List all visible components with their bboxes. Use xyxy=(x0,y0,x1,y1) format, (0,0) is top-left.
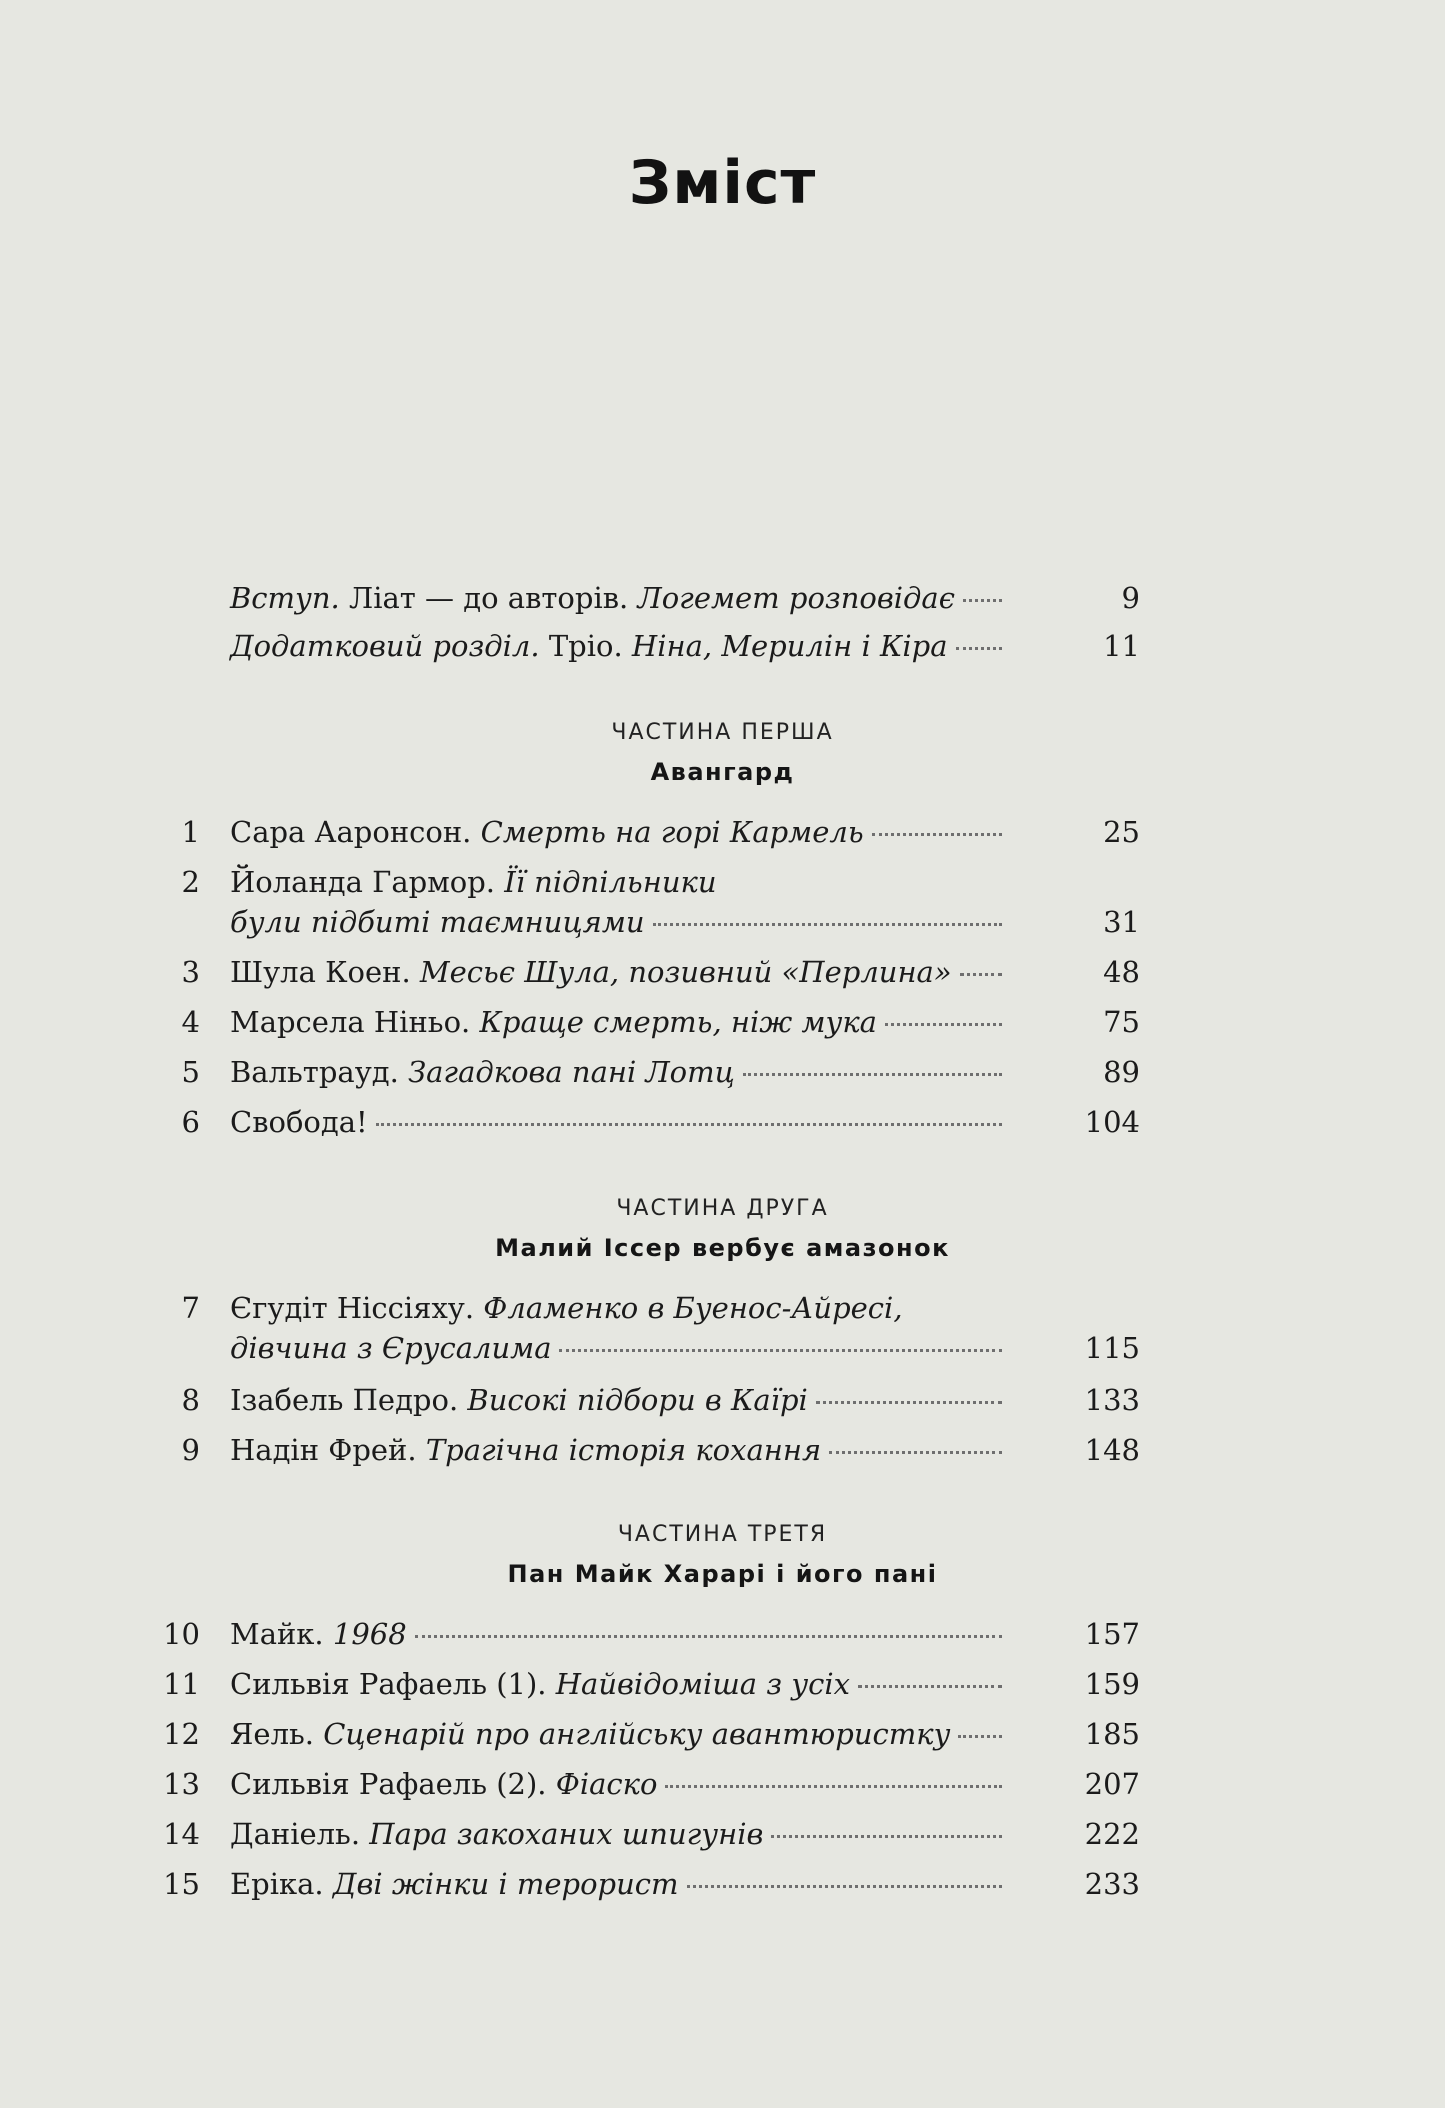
chapter-author: Шула Коен. xyxy=(230,955,411,989)
page-number: 207 xyxy=(1084,1767,1140,1801)
page-title: Зміст xyxy=(628,148,817,218)
entry-title xyxy=(230,1864,679,1904)
entry-line xyxy=(230,1002,1010,1042)
chapter-author: Сильвія Рафаель (1). xyxy=(230,1667,547,1701)
dot-leader xyxy=(858,1683,1002,1688)
entry-title xyxy=(230,1664,850,1704)
part-label: ЧАСТИНА ДРУГА xyxy=(616,1196,829,1221)
chapter-author: Ізабель Педро. xyxy=(230,1383,459,1417)
chapter-number: 8 xyxy=(181,1383,200,1417)
chapter-number: 3 xyxy=(181,955,200,989)
chapter-name: Месьє Шула, позивний «Перлина» xyxy=(410,955,952,989)
chapter-number: 6 xyxy=(181,1105,200,1139)
chapter-author: Еріка. xyxy=(230,1867,324,1901)
entry-text xyxy=(230,578,1010,618)
entry-title xyxy=(230,1052,735,1092)
entry-line xyxy=(230,578,1010,618)
dot-leader xyxy=(415,1633,1002,1638)
entry-title-italic: Ніна, Мерилін і Кіра xyxy=(622,629,948,663)
page-number: 185 xyxy=(1084,1717,1140,1751)
entry-title xyxy=(230,1002,877,1042)
dot-leader xyxy=(816,1399,1002,1404)
entry-text xyxy=(230,862,1010,942)
dot-leader xyxy=(885,1021,1002,1026)
page-number: 31 xyxy=(1103,905,1140,939)
dot-leader xyxy=(665,1783,1002,1788)
page-number: 148 xyxy=(1084,1433,1140,1467)
entry-line xyxy=(230,1328,1010,1368)
dot-leader xyxy=(376,1121,1002,1126)
chapter-name: Фламенко в Буенос-Айресі, xyxy=(474,1291,903,1325)
entry-line xyxy=(230,902,1010,942)
chapter-author: Сара Ааронсон. xyxy=(230,815,472,849)
part-title: Авангард xyxy=(650,758,795,786)
chapter-number: 7 xyxy=(181,1291,200,1325)
page-number: 133 xyxy=(1084,1383,1140,1417)
entry-line xyxy=(230,812,1010,852)
part-title: Малий Іссер вербує амазонок xyxy=(495,1234,950,1262)
entry-text xyxy=(230,626,1010,666)
entry-title xyxy=(230,1614,407,1654)
entry-title-italic: Додатковий розділ. xyxy=(230,629,540,663)
chapter-number: 10 xyxy=(163,1617,200,1651)
chapter-author: Єгудіт Ніссіяху. xyxy=(230,1291,475,1325)
page-number: 157 xyxy=(1084,1617,1140,1651)
entry-title xyxy=(230,1814,763,1854)
chapter-number: 13 xyxy=(163,1767,200,1801)
chapter-author: Свобода! xyxy=(230,1105,368,1139)
chapter-number: 9 xyxy=(181,1433,200,1467)
page-number: 104 xyxy=(1084,1105,1140,1139)
dot-leader xyxy=(653,921,1002,926)
entry-title xyxy=(230,626,948,666)
entry-line xyxy=(230,1614,1010,1654)
dot-leader xyxy=(559,1347,1002,1352)
entry-text xyxy=(230,1430,1010,1470)
entry-title xyxy=(230,812,864,852)
page-number: 11 xyxy=(1103,629,1140,663)
entry-title xyxy=(230,952,952,992)
chapter-name: Високі підбори в Каїрі xyxy=(458,1383,808,1417)
entry-text xyxy=(230,1814,1010,1854)
chapter-name: Її підпільники xyxy=(495,865,717,899)
chapter-author: Майк. xyxy=(230,1617,324,1651)
entry-line xyxy=(230,1288,1010,1328)
dot-leader xyxy=(960,971,1002,976)
entry-text xyxy=(230,1864,1010,1904)
page-number: 9 xyxy=(1121,581,1140,615)
page-number: 25 xyxy=(1103,815,1140,849)
entry-line xyxy=(230,862,1010,902)
chapter-name: Краще смерть, ніж мука xyxy=(470,1005,877,1039)
page-number: 159 xyxy=(1084,1667,1140,1701)
part-label: ЧАСТИНА ТРЕТЯ xyxy=(617,1522,828,1547)
chapter-name-cont: були підбиті таємницями xyxy=(230,905,645,939)
chapter-author: Марсела Ніньо. xyxy=(230,1005,471,1039)
dot-leader xyxy=(963,597,1002,602)
entry-line xyxy=(230,952,1010,992)
entry-title-italic: Вступ. xyxy=(230,581,340,615)
page-number: 115 xyxy=(1084,1331,1140,1365)
entry-title xyxy=(230,1764,657,1804)
chapter-number: 15 xyxy=(163,1867,200,1901)
chapter-name: Пара закоханих шпигунів xyxy=(360,1817,764,1851)
chapter-number: 4 xyxy=(181,1005,200,1039)
chapter-author: Сильвія Рафаель (2). xyxy=(230,1767,547,1801)
entry-line xyxy=(230,1814,1010,1854)
chapter-number: 14 xyxy=(163,1817,200,1851)
entry-text xyxy=(230,812,1010,852)
page-number: 222 xyxy=(1084,1817,1140,1851)
chapter-name: Дві жінки і терорист xyxy=(323,1867,679,1901)
chapter-name: Найвідоміша з усіх xyxy=(546,1667,851,1701)
entry-text xyxy=(230,1052,1010,1092)
dot-leader xyxy=(958,1733,1002,1738)
entry-title xyxy=(230,1380,808,1420)
chapter-number: 2 xyxy=(181,865,200,899)
chapter-author: Яель. xyxy=(230,1717,315,1751)
entry-text xyxy=(230,1714,1010,1754)
chapter-name: Смерть на горі Кармель xyxy=(471,815,864,849)
entry-title xyxy=(230,862,717,902)
entry-line xyxy=(230,1864,1010,1904)
chapter-name: Загадкова пані Лотц xyxy=(398,1055,735,1089)
entry-text xyxy=(230,1614,1010,1654)
entry-line xyxy=(230,1430,1010,1470)
part-title: Пан Майк Харарі і його пані xyxy=(507,1560,938,1588)
entry-line xyxy=(230,1380,1010,1420)
dot-leader xyxy=(956,645,1002,650)
entry-text xyxy=(230,1002,1010,1042)
chapter-name: Фіаско xyxy=(546,1767,658,1801)
entry-title xyxy=(230,1102,368,1142)
chapter-author: Надін Фрей. xyxy=(230,1433,417,1467)
entry-line xyxy=(230,1764,1010,1804)
page-number: 233 xyxy=(1084,1867,1140,1901)
chapter-name: Сценарій про англійську авантюристку xyxy=(314,1717,951,1751)
chapter-number: 5 xyxy=(181,1055,200,1089)
entry-title xyxy=(230,1714,950,1754)
entry-title-italic: Логемет розповідає xyxy=(628,581,955,615)
chapter-name: Трагічна історія кохання xyxy=(416,1433,822,1467)
chapter-number: 12 xyxy=(163,1717,200,1751)
chapter-author: Даніель. xyxy=(230,1817,361,1851)
entry-title-plain: Тріо. xyxy=(539,629,623,663)
page-number: 89 xyxy=(1103,1055,1140,1089)
entry-text xyxy=(230,1664,1010,1704)
dot-leader xyxy=(687,1883,1002,1888)
entry-text xyxy=(230,1764,1010,1804)
entry-line xyxy=(230,1664,1010,1704)
chapter-author: Вальтрауд. xyxy=(230,1055,399,1089)
part-label: ЧАСТИНА ПЕРША xyxy=(611,720,834,745)
entry-text xyxy=(230,1380,1010,1420)
page-number: 75 xyxy=(1103,1005,1140,1039)
entry-line xyxy=(230,1102,1010,1142)
dot-leader xyxy=(771,1833,1002,1838)
entry-line xyxy=(230,1052,1010,1092)
entry-text xyxy=(230,1102,1010,1142)
chapter-number: 1 xyxy=(181,815,200,849)
page-number: 48 xyxy=(1103,955,1140,989)
entry-title xyxy=(230,578,955,618)
dot-leader xyxy=(743,1071,1002,1076)
dot-leader xyxy=(872,831,1002,836)
chapter-number: 11 xyxy=(163,1667,200,1701)
entry-title xyxy=(230,1288,903,1328)
entry-title-plain: Ліат — до авторів. xyxy=(339,581,629,615)
entry-line xyxy=(230,1714,1010,1754)
chapter-name-cont: дівчина з Єрусалима xyxy=(230,1331,552,1365)
entry-text xyxy=(230,1288,1010,1368)
dot-leader xyxy=(829,1449,1002,1454)
entry-text xyxy=(230,952,1010,992)
entry-line xyxy=(230,626,1010,666)
entry-title xyxy=(230,1430,821,1470)
chapter-author: Йоланда Гармор. xyxy=(230,865,496,899)
chapter-name: 1968 xyxy=(323,1617,407,1651)
